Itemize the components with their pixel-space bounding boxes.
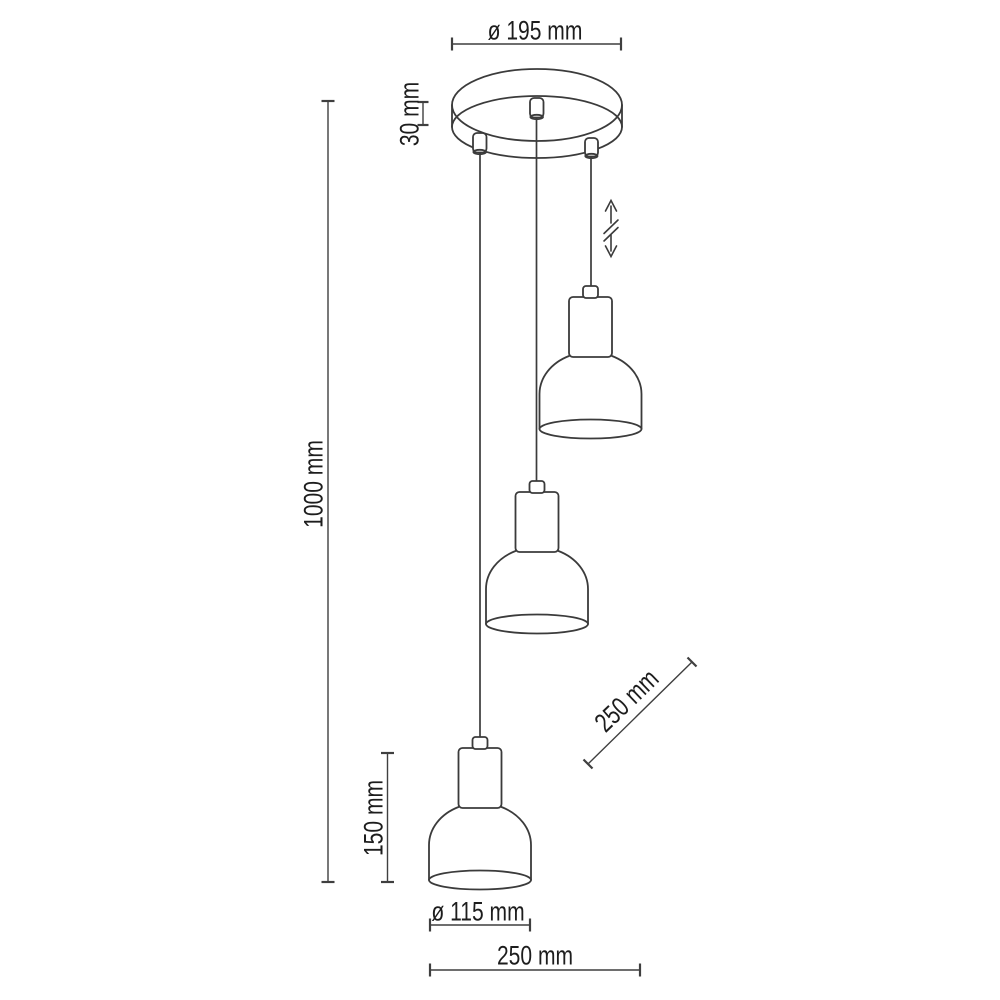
cord-grip-left: [473, 133, 487, 154]
shade-neck: [459, 748, 502, 808]
cord-grip-center: [530, 98, 544, 119]
overall-width-label: 250 mm: [496, 940, 574, 971]
height-adjustment-arrow-icon: [604, 201, 618, 257]
shade-outline: [429, 807, 531, 880]
pendant-middle: [486, 481, 588, 634]
cord-socket: [473, 737, 488, 749]
overall-height-label: 1000 mm: [298, 440, 329, 528]
pendant-left: [429, 737, 531, 890]
shade-neck: [516, 492, 559, 552]
shade-rim-ellipse: [486, 615, 588, 634]
cord-socket: [583, 286, 598, 298]
shade-neck: [569, 297, 612, 357]
shade-outline: [540, 356, 642, 429]
shade-rim-ellipse: [540, 420, 642, 439]
shade-height-label: 150 mm: [358, 779, 389, 857]
shade-diameter-label: ø 115 mm: [431, 896, 525, 927]
canopy-diameter-label: ø 195 mm: [487, 15, 583, 46]
cord-socket: [530, 481, 545, 493]
pendant-right: [540, 286, 642, 439]
cord-grip-right: [585, 138, 598, 158]
pendant-drop-label: 250 mm: [588, 663, 665, 738]
shade-outline: [486, 551, 588, 624]
canopy-height-label: 30 mm: [394, 81, 425, 147]
shade-rim-ellipse: [429, 871, 531, 890]
